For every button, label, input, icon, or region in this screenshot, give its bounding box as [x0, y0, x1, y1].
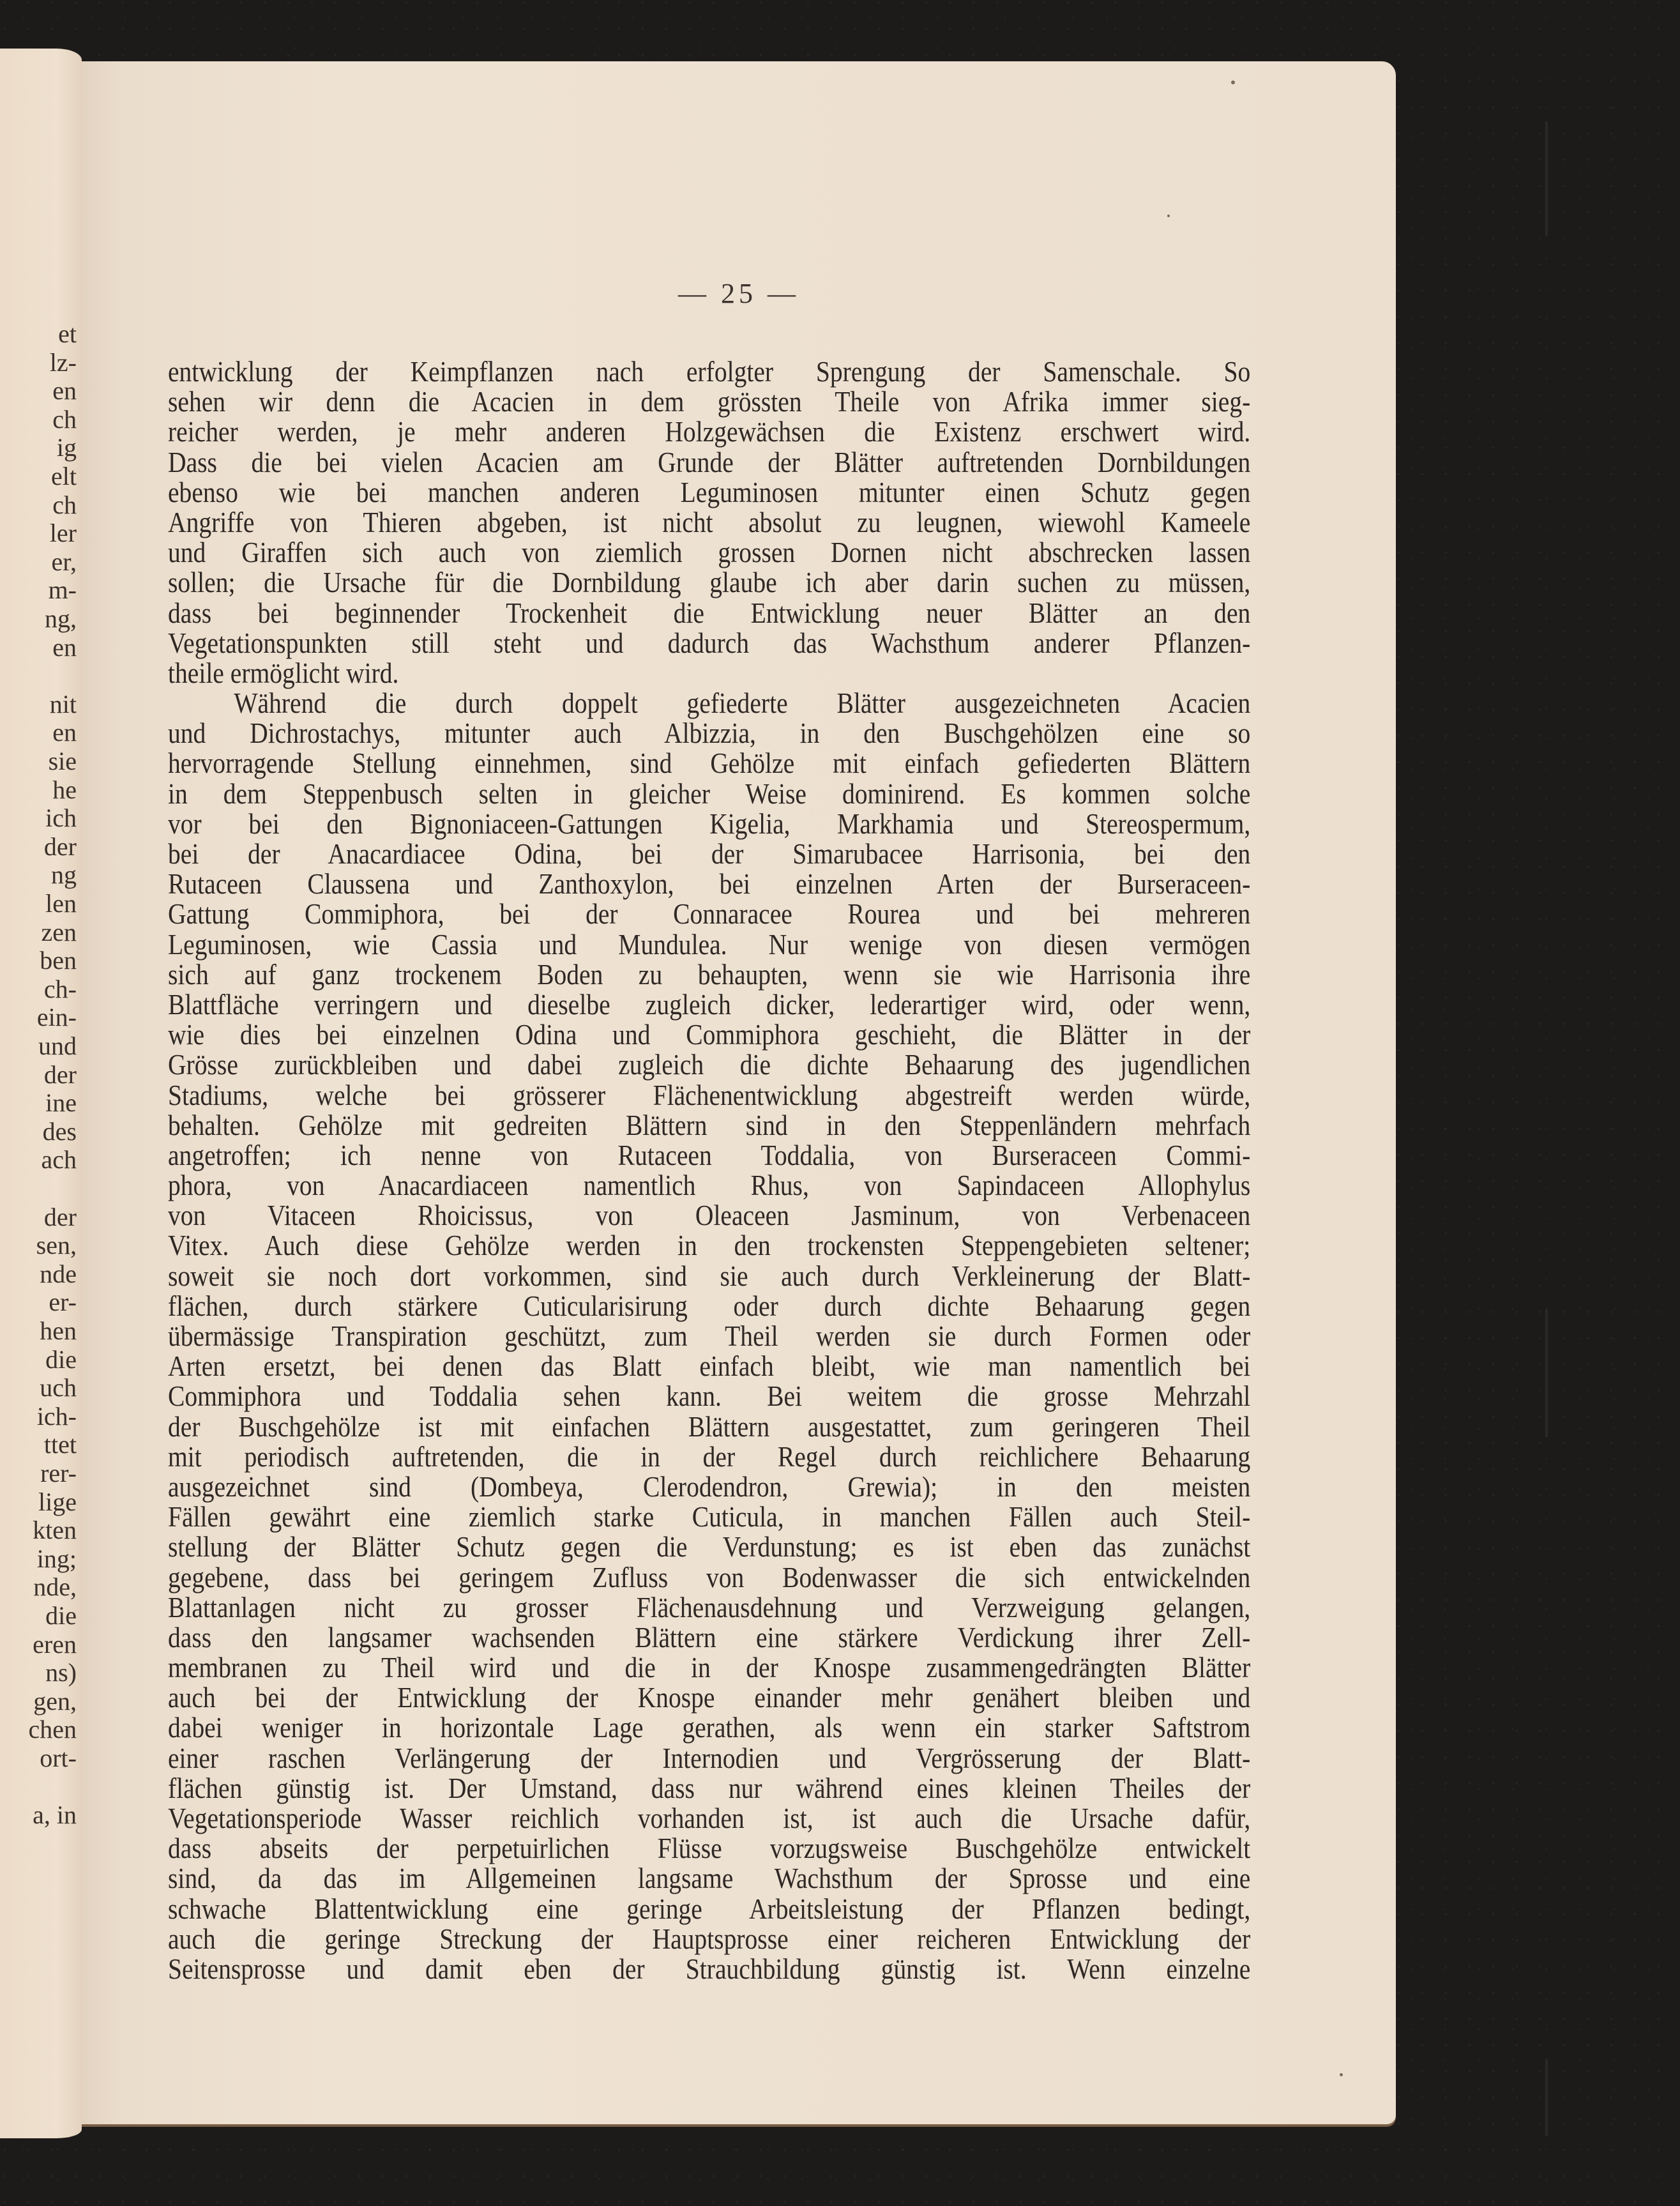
- body-text: [168, 356, 1250, 1984]
- verso-text-fragment: ttet: [43, 1430, 77, 1459]
- text-line: dass abseits der perpetuirlichen Flüsse vorzugsweise Buschgehölze entwickelt: [168, 1832, 1251, 1865]
- text-line: in dem Steppenbusch selten in gleicher Weise dominirend. Es kommen solche: [168, 777, 1251, 810]
- verso-text-fragment: kten: [33, 1516, 77, 1545]
- verso-text-fragment: nde: [40, 1259, 77, 1288]
- paper-speck: [1167, 215, 1170, 217]
- verso-text-fragment: ich: [45, 803, 77, 833]
- verso-text-fragment: len: [45, 889, 77, 918]
- text-line: sind, da das im Allgemeinen langsame Wachsthum der Sprosse und eine: [168, 1862, 1251, 1895]
- background-mark: [1545, 2060, 1548, 2136]
- verso-text-fragment: rer-: [40, 1459, 77, 1487]
- text-line: wie dies bei einzelnen Odina und Commiphora geschieht, die Blätter in der: [168, 1018, 1251, 1051]
- verso-text-fragment: ig: [56, 433, 77, 462]
- verso-text-fragment: en: [52, 632, 77, 662]
- text-line: übermässige Transpiration geschützt, zum Theil werden sie durch Formen oder: [168, 1320, 1251, 1352]
- text-line: mit periodisch auftretenden, die in der Regel durch reichlichere Behaarung: [168, 1440, 1251, 1473]
- text-line: auch die geringe Streckung der Hauptsprosse einer reicheren Entwicklung der: [168, 1922, 1251, 1955]
- text-line: stellung der Blätter Schutz gegen die Verdunstung; es ist eben das zunächst: [168, 1530, 1251, 1563]
- verso-text-fragment: gen,: [33, 1686, 77, 1715]
- text-line: dass bei beginnender Trockenheit die Entwicklung neuer Blätter an den: [168, 596, 1251, 629]
- text-line: hervorragende Stellung einnehmen, sind Gehölze mit einfach gefiederten Blättern: [168, 747, 1251, 780]
- verso-text-fragment: die: [45, 1344, 77, 1374]
- text-line: und Giraffen sich auch von ziemlich grossen Dornen nicht abschrecken lassen: [168, 536, 1251, 569]
- verso-text-fragment: ng,: [45, 604, 77, 633]
- text-line: Leguminosen, wie Cassia und Mundulea. Nur wenige von diesen vermögen: [168, 927, 1251, 961]
- text-line: Während die durch doppelt gefiederte Blätter ausgezeichneten Acacien: [234, 687, 1251, 720]
- paper-speck: [1231, 80, 1235, 84]
- verso-text-fragment: die: [45, 1601, 77, 1630]
- text-line: behalten. Gehölze mit gedreiten Blättern sind in den Steppenländern mehrfach: [168, 1108, 1251, 1141]
- verso-text-fragment: lz-: [49, 347, 77, 377]
- text-line: Blattfläche verringern und dieselbe zugleich dicker, lederartiger wird, oder wenn,: [168, 987, 1251, 1021]
- verso-text-fragment: ch: [52, 490, 77, 519]
- text-line: Dass die bei vielen Acacien am Grunde der Blätter auftretenden Dornbildungen: [168, 445, 1251, 478]
- verso-text-fragment: der: [43, 1060, 77, 1089]
- verso-text-fragment: er,: [51, 547, 77, 576]
- text-line: Seitensprosse und damit eben der Strauchbildung günstig ist. Wenn einzelne: [168, 1952, 1251, 1985]
- text-line: angetroffen; ich nenne von Rutaceen Toddalia, von Burseraceen Commi-: [168, 1138, 1251, 1171]
- text-line: bei der Anacardiacee Odina, bei der Simarubacee Harrisonia, bei den: [168, 837, 1251, 870]
- verso-text-fragment: ch-: [43, 974, 77, 1003]
- text-line: flächen günstig ist. Der Umstand, dass nur während eines kleinen Theiles der: [168, 1771, 1251, 1804]
- text-line: vor bei den Bignoniaceen-Gattungen Kigelia, Markhamia und Stereospermum,: [168, 807, 1251, 840]
- text-line: schwache Blattentwicklung eine geringe Arbeitsleistung der Pflanzen bedingt,: [168, 1892, 1251, 1925]
- verso-text-fragment: ine: [45, 1088, 77, 1118]
- verso-text-fragment: nit: [49, 689, 77, 719]
- background-mark: [1545, 1309, 1548, 1437]
- verso-text-fragment: et: [58, 319, 77, 348]
- previous-page-fragment: [0, 49, 82, 2138]
- text-line: Commiphora und Toddalia sehen kann. Bei weitem die grosse Mehrzahl: [168, 1380, 1251, 1413]
- verso-text-fragment: ben: [40, 946, 77, 975]
- text-line: membranen zu Theil wird und die in der Knospe zusammengedrängten Blätter: [168, 1651, 1251, 1684]
- text-line: dass den langsamer wachsenden Blättern eine stärkere Verdickung ihrer Zell-: [168, 1620, 1251, 1654]
- verso-text-fragment: he: [52, 775, 77, 804]
- text-line: ausgezeichnet sind (Dombeya, Clerodendron, Grewia); in den meisten: [168, 1470, 1251, 1503]
- text-line: Arten ersetzt, bei denen das Blatt einfach bleibt, wie man namentlich bei: [168, 1350, 1251, 1383]
- page-number: — 25 —: [678, 278, 799, 309]
- text-line: flächen, durch stärkere Cuticularisirung oder durch dichte Behaarung gegen: [168, 1289, 1251, 1322]
- text-line: soweit sie noch dort vorkommen, sind sie auch durch Verkleinerung der Blatt-: [168, 1259, 1251, 1292]
- verso-text-fragment: ein-: [36, 1003, 77, 1032]
- verso-text-fragment: sie: [48, 747, 77, 775]
- text-line: phora, von Anacardiaceen namentlich Rhus, von Sapindaceen Allophylus: [168, 1169, 1251, 1202]
- text-line: und Dichrostachys, mitunter auch Albizzia, in den Buschgehölzen eine so: [168, 717, 1251, 750]
- text-line: sehen wir denn die Acacien in dem grössten Theile von Afrika immer sieg-: [168, 385, 1251, 418]
- book-page: [82, 61, 1396, 2124]
- verso-text-fragment: sen,: [36, 1231, 77, 1260]
- text-line: Vitex. Auch diese Gehölze werden in den trockensten Steppengebieten seltener;: [168, 1229, 1251, 1262]
- text-line: Angriffe von Thieren abgeben, ist nicht absolut zu leugnen, wiewohl Kameele: [168, 505, 1251, 538]
- text-line: Vegetationsperiode Wasser reichlich vorhanden ist, ist auch die Ursache dafür,: [168, 1802, 1251, 1834]
- verso-text-fragment: er-: [49, 1288, 77, 1317]
- text-line: dabei weniger in horizontale Lage gerathen, als wenn ein starker Saftstrom: [168, 1711, 1251, 1744]
- verso-text-fragment: eren: [33, 1629, 77, 1659]
- verso-text-fragment: chen: [28, 1715, 77, 1744]
- verso-text-fragment: ich-: [36, 1401, 77, 1431]
- text-line: Grösse zurückbleiben und dabei zugleich die dichte Behaarung des jugendlichen: [168, 1048, 1251, 1081]
- text-line: sich auf ganz trockenem Boden zu behaupten, wenn sie wie Harrisonia ihre: [168, 957, 1251, 991]
- text-line: sollen; die Ursache für die Dornbildung glaube ich aber darin suchen zu müssen,: [168, 566, 1251, 599]
- verso-text-fragment: der: [43, 1202, 77, 1231]
- text-line: Fällen gewährt eine ziemlich starke Cuticula, in manchen Fällen auch Steil-: [168, 1500, 1251, 1533]
- verso-text-fragment: der: [43, 832, 77, 861]
- verso-text-fragment: m-: [48, 575, 77, 605]
- verso-text-fragment: ch: [52, 404, 77, 434]
- text-line: reicher werden, je mehr anderen Holzgewächsen die Existenz erschwert wird.: [168, 415, 1251, 448]
- verso-text-fragment: elt: [51, 462, 77, 491]
- verso-text-fragment: ns): [45, 1658, 77, 1687]
- verso-text-fragment: en: [52, 718, 77, 747]
- verso-text-fragment: ler: [49, 519, 77, 548]
- background-mark: [1545, 121, 1548, 236]
- verso-text-fragment: und: [38, 1031, 77, 1060]
- verso-text-fragment: ng: [51, 860, 77, 890]
- text-line: Gattung Commiphora, bei der Connaracee Rourea und bei mehreren: [168, 897, 1251, 931]
- verso-text-fragment: ort-: [40, 1744, 77, 1772]
- verso-text-fragment: en: [52, 376, 77, 406]
- text-line: Stadiums, welche bei grösserer Flächenentwicklung abgestreift werden würde,: [168, 1078, 1251, 1111]
- text-line: von Vitaceen Rhoicissus, von Oleaceen Jasminum, von Verbenaceen: [168, 1199, 1251, 1232]
- verso-text-fragment: lige: [38, 1487, 77, 1516]
- text-line: Vegetationspunkten still steht und dadurch das Wachsthum anderer Pflanzen-: [168, 626, 1251, 659]
- text-line: Rutaceen Claussena und Zanthoxylon, bei einzelnen Arten der Burseraceen-: [168, 867, 1251, 901]
- verso-text-fragment: ach: [41, 1145, 77, 1175]
- text-line: auch bei der Entwicklung der Knospe einander mehr genähert bleiben und: [168, 1681, 1251, 1714]
- text-line: theile ermöglicht wird.: [168, 656, 399, 689]
- verso-text-fragment: zen: [41, 917, 77, 947]
- paper-speck: [1340, 2073, 1343, 2076]
- text-line: Blattanlagen nicht zu grosser Flächenausdehnung und Verzweigung gelangen,: [168, 1590, 1251, 1624]
- verso-text-fragment: ing;: [36, 1544, 77, 1573]
- text-line: der Buschgehölze ist mit einfachen Blättern ausgestattet, zum geringeren Theil: [168, 1410, 1251, 1443]
- verso-text-fragment: des: [42, 1116, 77, 1146]
- verso-text-fragment: uch: [40, 1373, 77, 1403]
- verso-text-fragment: hen: [40, 1316, 77, 1345]
- text-line: gegebene, dass bei geringem Zufluss von Bodenwasser die sich entwickelnden: [168, 1560, 1251, 1594]
- text-line: ebenso wie bei manchen anderen Leguminosen mitunter einen Schutz gegen: [168, 475, 1251, 508]
- verso-text-fragment: a, in: [33, 1800, 77, 1830]
- verso-text-fragment: nde,: [33, 1572, 77, 1602]
- text-line: entwicklung der Keimpflanzen nach erfolgter Sprengung der Samenschale. So: [168, 355, 1251, 388]
- text-line: einer raschen Verlängerung der Internodien und Vergrösserung der Blatt-: [168, 1741, 1251, 1774]
